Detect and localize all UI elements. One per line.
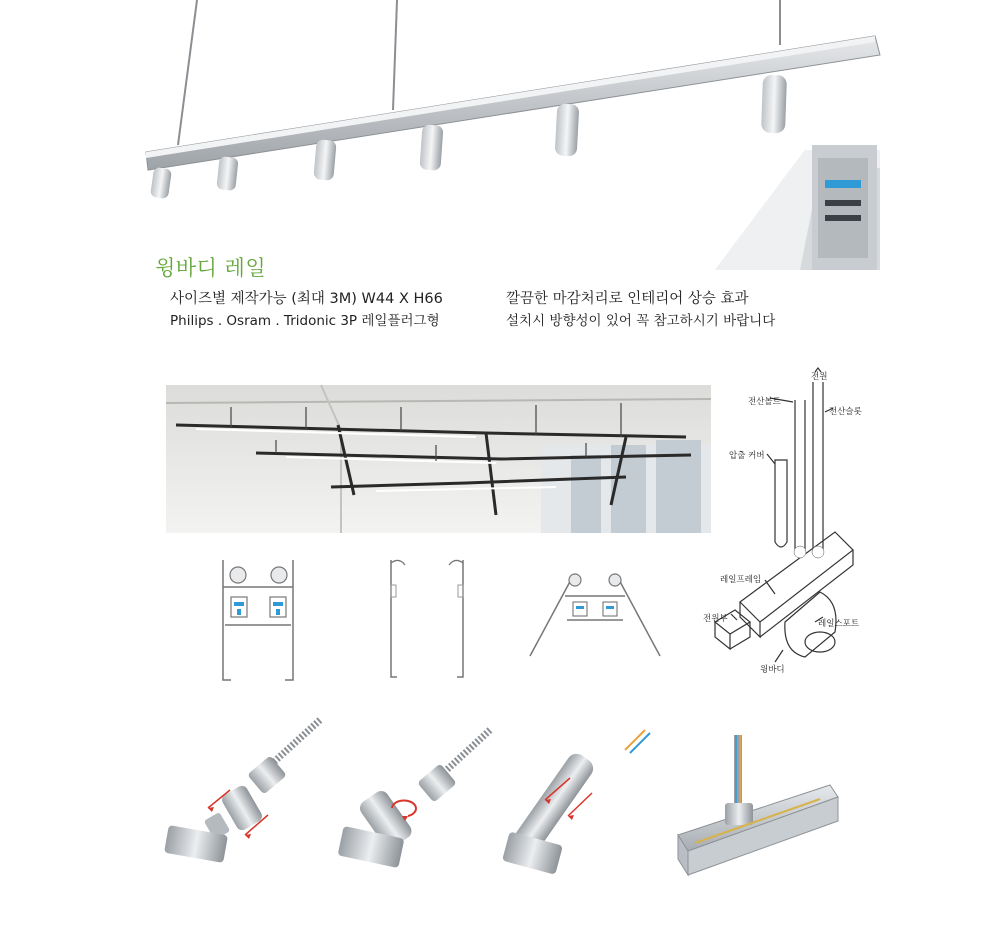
label-compression-cover: 압출 커버 [729,451,765,461]
label-wing-body: 윙바디 [760,665,785,675]
ceiling-installation-image [166,385,711,533]
rail-spotlight-hero-image [0,0,1000,250]
spec-finish: 깔끔한 마감처리로 인테리어 상승 효과 [506,291,749,307]
profile-section-side-plates [383,555,473,685]
label-wire-sleeve: 전산슬롯 [829,407,862,417]
profile-section-wing-open [525,568,665,663]
profile-section-assembled [213,555,303,685]
label-power-part: 전원부 [703,614,728,624]
rail-profile-closeup-image [715,145,880,270]
label-rail-support: 레일스포트 [818,619,860,629]
install-step-4-image [670,735,840,895]
spec-size: 사이즈별 제작가능 (최대 3M) W44 X H66 [170,291,443,307]
install-step-3-image [500,728,660,888]
label-power: 전원 [811,372,828,382]
install-step-2-image [330,730,500,890]
label-wire-bolt: 전산볼트 [748,397,781,407]
spec-install-note: 설치시 방향성이 있어 꼭 참고하시기 바랍니다 [506,313,776,329]
label-rail-frame: 레일프레임 [720,575,762,585]
product-title: 윙바디 레일 [155,256,267,280]
spec-plug-compat: Philips . Osram . Tridonic 3P 레일플러그형 [170,313,440,329]
install-step-1-image [160,720,330,870]
